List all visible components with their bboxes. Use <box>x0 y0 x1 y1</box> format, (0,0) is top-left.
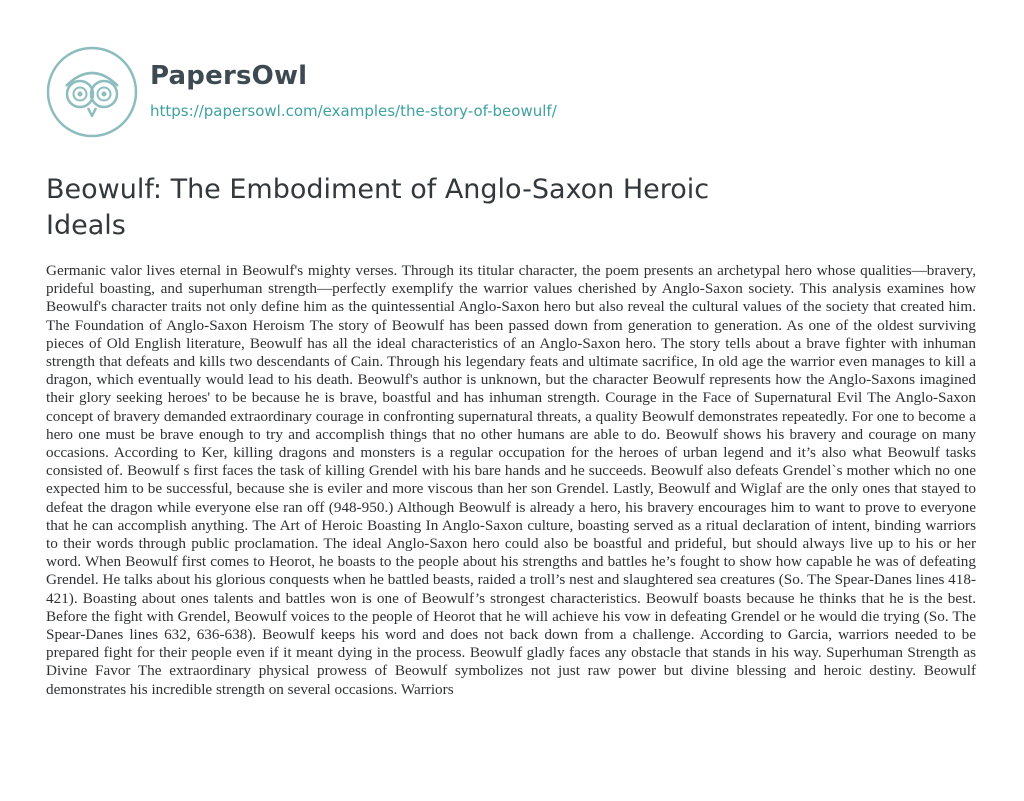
brand-block <box>150 60 557 120</box>
site-header <box>46 46 557 138</box>
owl-logo-icon <box>46 46 138 138</box>
source-url-link[interactable]: https://papersowl.com/examples/the-story-of-beowulf/ <box>150 102 557 120</box>
essay-body: Germanic valor lives eternal in Beowulf's mighty verses. Through its titular character, the poem presents an archetypal hero whose qualities—bravery, prideful boasting, and superhuman strength—perfectly exemplify the warrior values cherished by Anglo-Saxon society. This analysis examines how Beowulf's character traits not only define him as the quintessential Anglo-Saxon hero but also reveal the cultural values of the society that created him. The Foundation of Anglo-Saxon Heroism The story of Beowulf has been passed down from generation to generation. As one of the oldest surviving pieces of Old English literature, Beowulf has all the ideal characteristics of an Anglo-Saxon hero. The story tells about a brave fighter with inhuman strength that defeats and kills two descendants of Cain. Through his legendary feats and ultimate sacrifice, In old age the warrior even manages to kill a dragon, which eventually would lead to his death. Beowulf's author is unknown, but the character Beowulf represents how the Anglo-Saxons imagined their glory seeking heroes' to be because he is brave, boastful and has inhuman strength. Courage in the Face of Supernatural Evil The Anglo-Saxon concept of bravery demanded extraordinary courage in confronting supernatural threats, a quality Beowulf demonstrates repeatedly. For one to become a hero one must be brave enough to try and accomplish things that no other humans are able to do. Beowulf shows his bravery and courage on many occasions. According to Ker, killing dragons and monsters is a regular occupation for the heroes of urban legend and it’s also what Beowulf tasks consisted of. Beowulf s first faces the task of killing Grendel with his bare hands and he succeeds. Beowulf also defeats Grendel`s mother which no one expected him to be successful, because she is eviler and more viscous than her son Grendel. Lastly, Beowulf and Wiglaf are the only ones that stayed to defeat the dragon while everyone else ran off (948-950.) Although Beowulf is already a hero, his bravery encourages him to want to prove to everyone that he can accomplish anything. The Art of Heroic Boasting In Anglo-Saxon culture, boasting served as a ritual declaration of intent, binding warriors to their words through public proclamation. The ideal Anglo-Saxon hero could also be boastful and prideful, but should always live up to his or her word. When Beowulf first comes to Heorot, he boasts to the people about his strengths and battles he’s fought to show how capable he was of defeating Grendel. He talks about his glorious conquests when he battled beasts, raided a troll’s nest and slaughtered sea creatures (So. The Spear-Danes lines 418-421). Boasting about ones talents and battles won is one of Beowulf’s strongest characteristics. Beowulf boasts because he thinks that he is the best. Before the fight with Grendel, Beowulf voices to the people of Heorot that he will achieve his vow in defeating Grendel or he would die trying (So. The Spear-Danes lines 632, 636-638). Beowulf keeps his word and does not back down from a challenge. According to Garcia, warriors needed to be prepared fight for their people even if it meant dying in the process. Beowulf gladly faces any obstacle that stands in his way. Superhuman Strength as Divine Favor The extraordinary physical prowess of Beowulf symbolizes not just raw power but divine blessing and heroic destiny. Beowulf demonstrates his incredible strength on several occasions. Warriors <box>46 262 976 698</box>
essay-title: Beowulf: The Embodiment of Anglo-Saxon Heroic Ideals <box>46 174 710 241</box>
brand-name: PapersOwl <box>150 61 308 91</box>
